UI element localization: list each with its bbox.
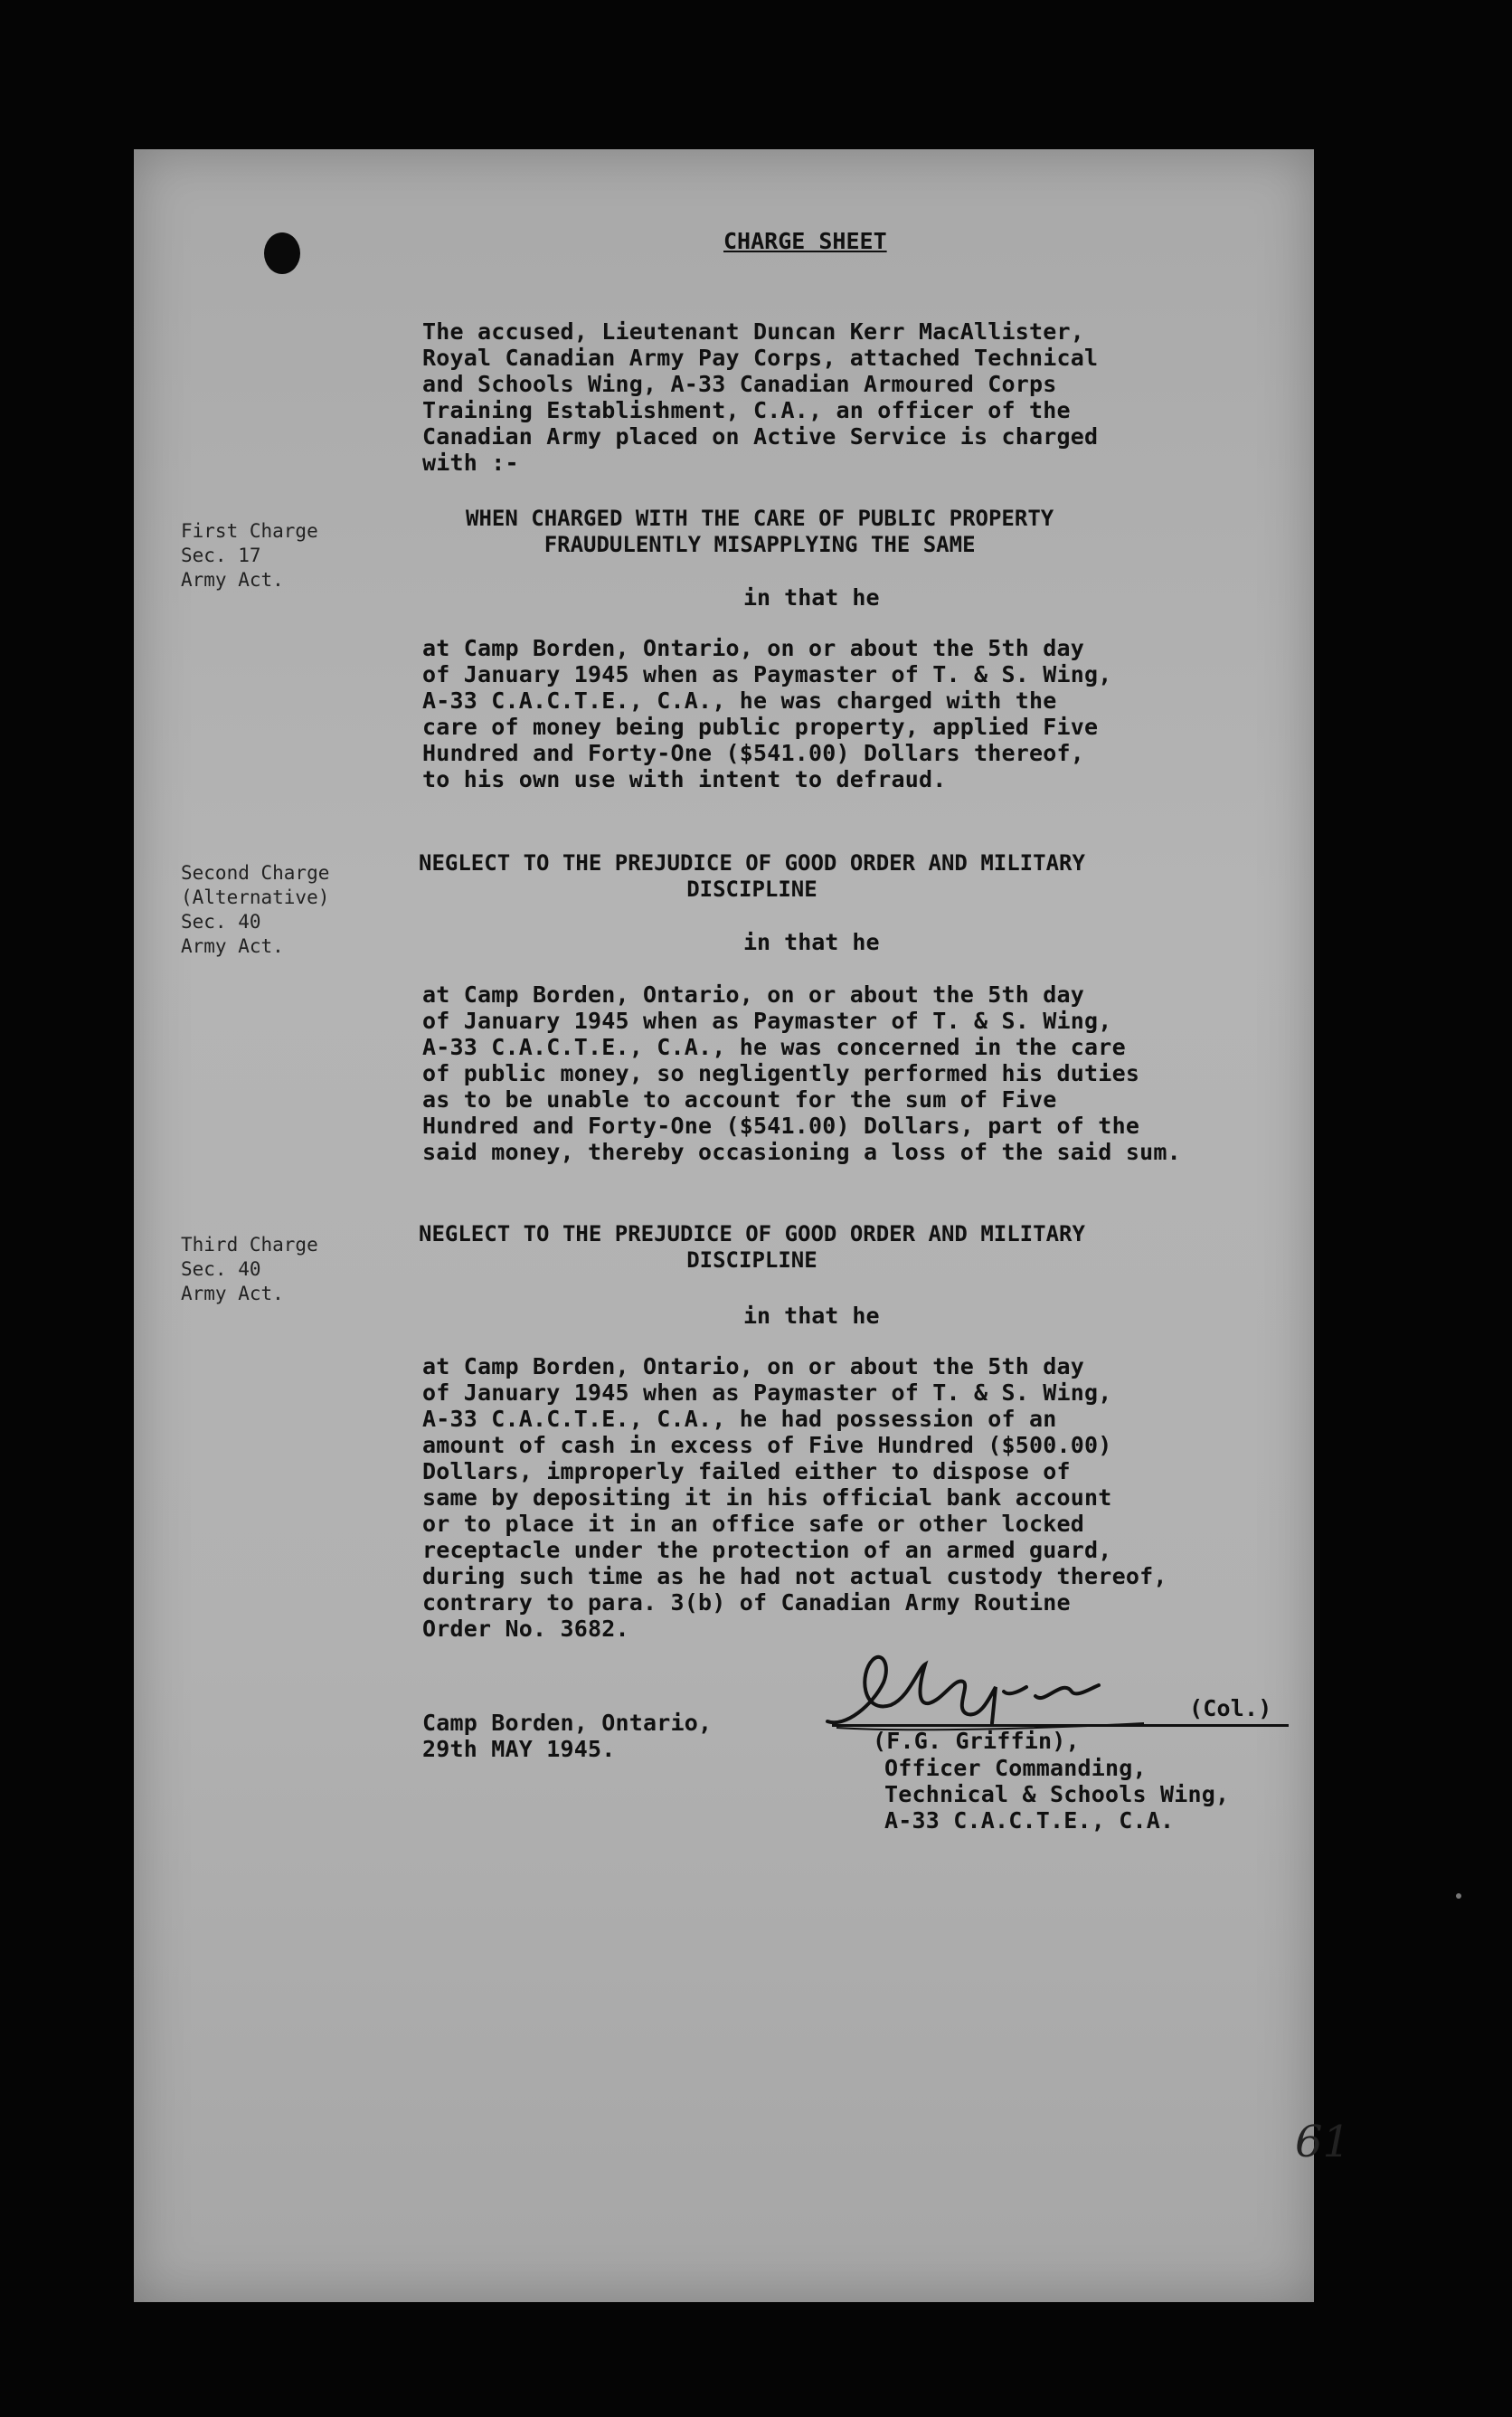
place-and-date: Camp Borden, Ontario, 29th MAY 1945.	[422, 1710, 713, 1762]
first-charge-heading: WHEN CHARGED WITH THE CARE OF PUBLIC PROPERTY FRAUDULENTLY MISAPPLYING THE SAME	[466, 506, 1054, 557]
first-charge-body: at Camp Borden, Ontario, on or about the 5th day of January 1945 when as Paymaster of T. & S. Wing, A-33 C.A.C.T.E., C.A., he was charged with the care of money being public property, applied Five Hundred and Forty-One ($541.00) Dollars thereof, to his own use with intent to defraud.	[422, 635, 1112, 792]
third-charge-margin-note: Third Charge Sec. 40 Army Act.	[181, 1234, 318, 1304]
document-title: CHARGE SHEET	[723, 228, 887, 254]
second-charge-margin-note: Second Charge (Alternative) Sec. 40 Army Act.	[181, 862, 330, 957]
second-charge-in-that: in that he	[743, 929, 880, 955]
second-charge-body: at Camp Borden, Ontario, on or about the 5th day of January 1945 when as Paymaster of T. & S. Wing, A-33 C.A.C.T.E., C.A., he was concerned in the care of public money, so negligently performed his duties as to be unable to account for the sum of Five Hundred and Forty-One ($541.00) Dollars, part of the said money, thereby occasioning a loss of the said sum.	[422, 981, 1181, 1165]
signature-line	[832, 1724, 1289, 1727]
signature-rank: (Col.)	[1189, 1695, 1272, 1721]
third-charge-body: at Camp Borden, Ontario, on or about the 5th day of January 1945 when as Paymaster of T. & S. Wing, A-33 C.A.C.T.E., C.A., he had possession of an amount of cash in excess of Five Hundred ($500.00) Dollars, improperly failed either to dispose of same by depositing it in his official bank account or to place it in an office safe or other locked receptacle under the protection of an armed guard, during such time as he had not actual custody thereof, contrary to para. 3(b) of Canadian Army Routine Order No. 3682.	[422, 1353, 1167, 1642]
second-charge-heading: NEGLECT TO THE PREJUDICE OF GOOD ORDER AND MILITARY DISCIPLINE	[419, 850, 1085, 902]
first-charge-margin-note: First Charge Sec. 17 Army Act.	[181, 520, 318, 591]
punch-hole	[264, 232, 300, 274]
intro-paragraph: The accused, Lieutenant Duncan Kerr MacAllister, Royal Canadian Army Pay Corps, attached Technical and Schools Wing, A-33 Canadian Armoured Corps Training Establishment, C.A., an officer of the Canadian Army placed on Active Service is charged with :-	[422, 318, 1099, 476]
signatory-name: (F.G. Griffin),	[873, 1728, 1080, 1754]
scan-speck	[1456, 1893, 1461, 1899]
signatory-title-block: Officer Commanding, Technical & Schools Wing, A-33 C.A.C.T.E., C.A.	[884, 1755, 1230, 1834]
first-charge-in-that: in that he	[743, 584, 880, 611]
third-charge-heading: NEGLECT TO THE PREJUDICE OF GOOD ORDER AND MILITARY DISCIPLINE	[419, 1221, 1085, 1273]
page-number: 61	[1295, 2117, 1351, 2167]
third-charge-in-that: in that he	[743, 1303, 880, 1329]
